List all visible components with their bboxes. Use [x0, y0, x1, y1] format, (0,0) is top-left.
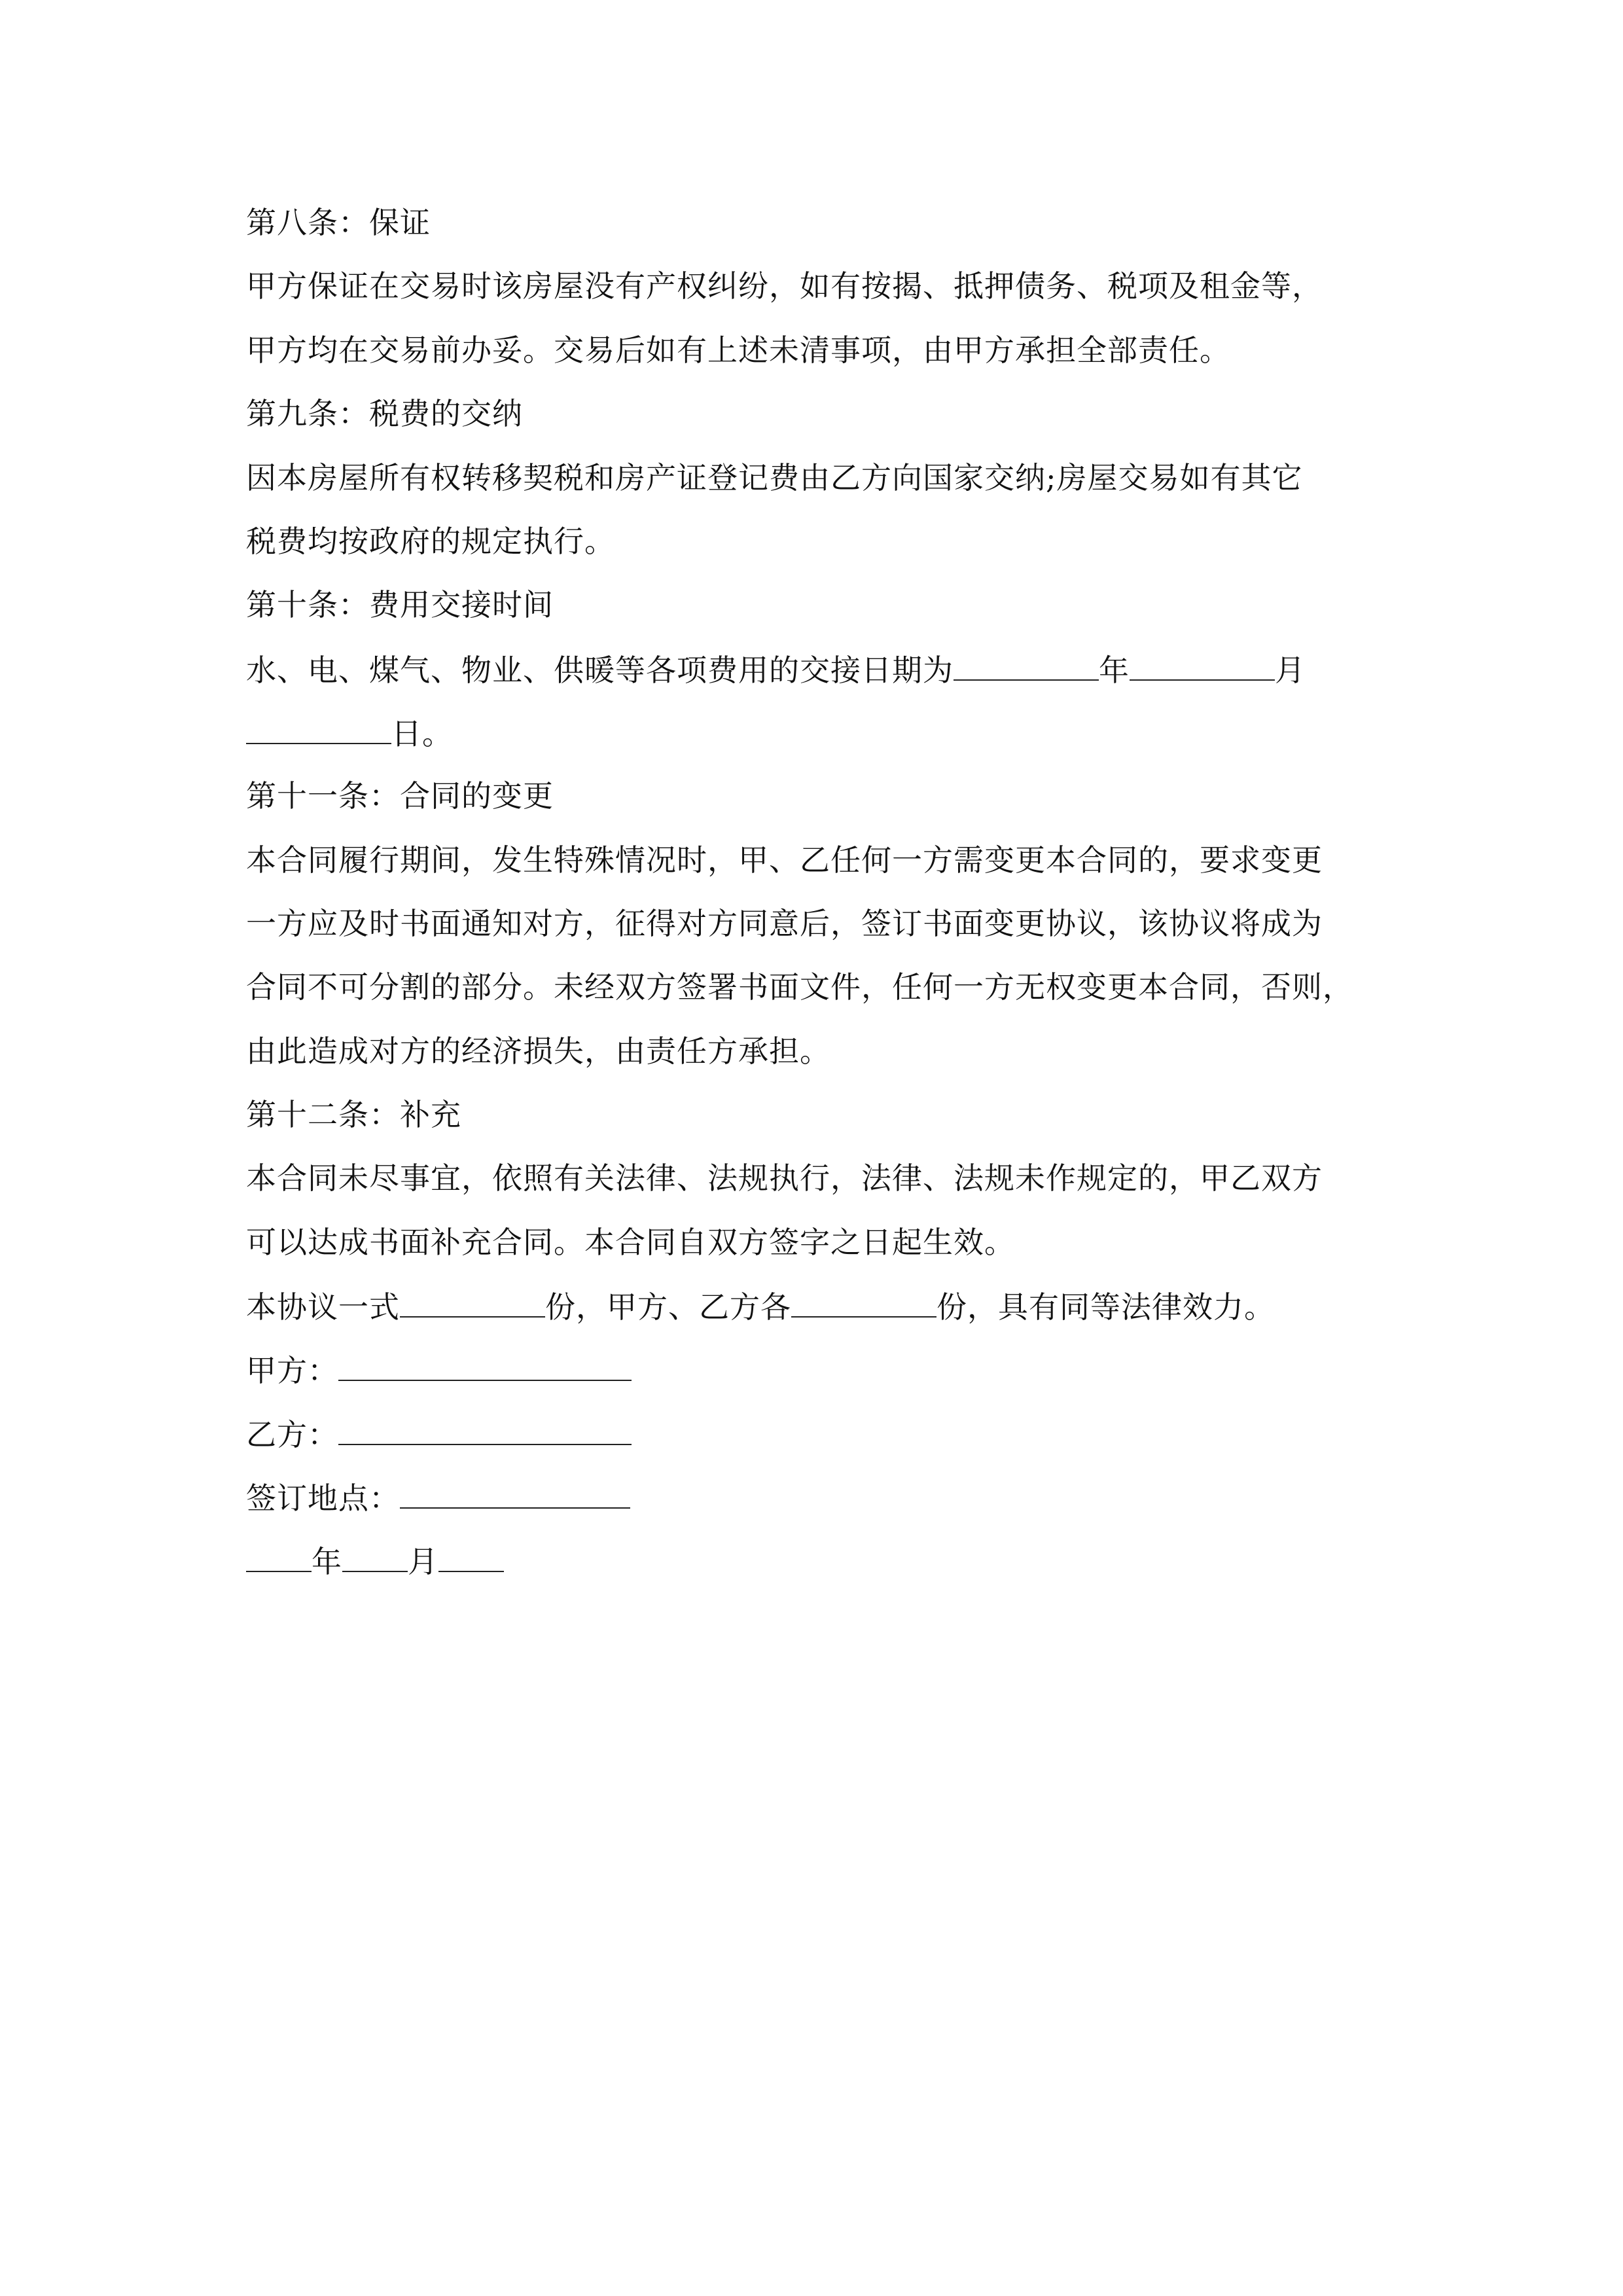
article-9-line-2: 税费均按政府的规定执行。	[246, 524, 615, 559]
party-b-signature-blank	[338, 1415, 632, 1445]
article-9-line-1: 因本房屋所有权转移契税和房产证登记费由乙方向国家交纳;房屋交易如有其它	[246, 460, 1303, 495]
article-11-line-4: 由此造成对方的经济损失，由责任方承担。	[246, 1033, 830, 1069]
signing-month-label: 月	[408, 1544, 438, 1579]
party-b-line	[246, 1415, 632, 1452]
article-8-heading: 第八条：保证	[246, 205, 431, 240]
copies-line	[246, 1287, 1275, 1324]
month-label: 月	[1275, 653, 1306, 688]
copies-suffix: 份，具有同等法律效力。	[936, 1289, 1275, 1325]
copies-prefix: 本协议一式	[246, 1289, 400, 1325]
party-a-signature-blank	[338, 1351, 632, 1381]
article-11-line-1: 本合同履行期间，发生特殊情况时，甲、乙任何一方需变更本合同的，要求变更	[246, 842, 1323, 878]
signing-month-blank	[342, 1542, 408, 1572]
article-9-heading: 第九条：税费的交纳	[246, 396, 523, 431]
month-blank	[1130, 651, 1275, 681]
article-12-line-1: 本合同未尽事宜，依照有关法律、法规执行，法律、法规未作规定的，甲乙双方	[246, 1160, 1323, 1196]
article-8-line-2: 甲方均在交易前办妥。交易后如有上述未清事项，由甲方承担全部责任。	[246, 332, 1230, 368]
article-11-line-3: 合同不可分割的部分。未经双方签署书面文件，任何一方无权变更本合同，否则，	[246, 969, 1353, 1005]
article-12-heading: 第十二条：补充	[246, 1097, 461, 1132]
party-b-label: 乙方：	[246, 1417, 338, 1452]
article-10-line-1	[246, 651, 1306, 687]
signing-date-line	[246, 1542, 504, 1579]
party-a-line	[246, 1351, 632, 1388]
article-10-heading: 第十条：费用交接时间	[246, 587, 554, 622]
article-10-text: 水、电、煤气、物业、供暖等各项费用的交接日期为	[246, 653, 954, 688]
signing-year-label: 年	[312, 1544, 342, 1579]
location-line	[246, 1479, 630, 1515]
copies-total-blank	[400, 1287, 545, 1318]
location-label: 签订地点：	[246, 1480, 400, 1516]
day-blank	[246, 714, 391, 744]
copies-middle: 份，甲方、乙方各	[545, 1289, 791, 1325]
day-label: 日。	[391, 716, 453, 751]
signing-day-blank	[438, 1542, 504, 1572]
year-label: 年	[1099, 653, 1130, 688]
article-10-line-2	[246, 714, 453, 751]
article-11-heading: 第十一条：合同的变更	[246, 778, 554, 814]
copies-each-blank	[791, 1287, 936, 1318]
location-blank	[400, 1479, 630, 1509]
article-11-line-2: 一方应及时书面通知对方，征得对方同意后，签订书面变更协议，该协议将成为	[246, 906, 1323, 941]
signing-year-blank	[246, 1542, 312, 1572]
year-blank	[954, 651, 1099, 681]
article-8-line-1: 甲方保证在交易时该房屋没有产权纠纷，如有按揭、抵押债务、税项及租金等，	[246, 268, 1323, 304]
party-a-label: 甲方：	[246, 1353, 338, 1388]
article-12-line-2: 可以达成书面补充合同。本合同自双方签字之日起生效。	[246, 1225, 1015, 1260]
